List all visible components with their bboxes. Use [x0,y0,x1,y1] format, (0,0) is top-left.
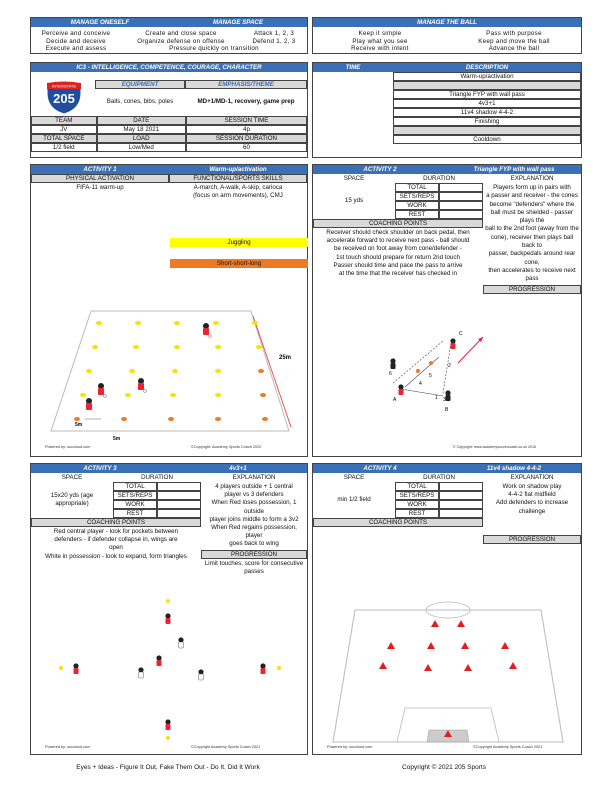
cone [125,393,131,397]
date-label: DATE [97,116,186,125]
cone [174,321,180,325]
activity-4-name: 11v4 shadow 4-4-2 [486,465,542,472]
sets-reps-label: SETS/REPS [395,192,439,201]
top-manage-panel-left [30,17,308,54]
coaching-line: accelerate forward to receive next pass - ball should [326,237,470,245]
explanation-line: become "defenders" where the [489,200,575,208]
explanation-line: player joins middle to form a 3v2 [209,515,299,523]
activity-2-name: Triangle FYP with wall pass [473,166,555,173]
cone [121,417,127,421]
coaching-line: 1st touch should prepare for return 2nd touch [336,253,460,261]
coaching-line: Red central player - look for pockets between [53,528,179,535]
powered-by: Powered by: soccloud.com [45,445,91,449]
explanation-line: 4-4-2 flat midfield [508,491,556,499]
space-label: SPACE [343,474,365,481]
progression-line: Limit touches, score for consecutive [204,559,304,567]
explanation-line: Players form up in pairs with [493,184,571,191]
activity-3-header [31,464,307,473]
cone [96,321,102,325]
label-4: 4 [419,381,422,387]
cone [92,345,98,349]
team-value: JV [31,125,97,134]
total-space-value: 1/2 field [31,143,97,152]
equipment-value: Balls, cones, bibs, poles [106,98,174,105]
explanation-label: EXPLANATION [232,474,276,481]
space-line: appropriate) [55,500,89,507]
date-value: May 18 2021 [97,125,186,134]
explanation-line: a passer and receiver - the cones [486,192,578,200]
progression-label: PROGRESSION [201,550,307,559]
defender [178,637,183,648]
player [73,663,78,674]
schedule-header [313,63,581,72]
run-arrow [458,337,483,363]
label-5: 5 [429,373,432,379]
cone [215,345,221,349]
total-space-label: TOTAL SPACE [31,134,97,143]
page-footer [30,763,582,773]
manage-oneself-heading: MANAGE ONESELF [70,19,130,26]
duration-label: DURATION [141,474,173,481]
oneself-line: Perceive and conceive [41,30,111,37]
schedule-row: 11v4 shadow 4-4-2 [393,108,581,117]
cone [80,393,86,397]
label-1: 1 [435,395,438,401]
cone [215,369,221,373]
player [260,663,265,674]
session-info-panel [30,62,308,158]
skills-line: A-march, A-walk, A-skip, carioca [193,184,283,191]
cone [213,321,219,325]
cone [416,369,420,373]
cone [215,417,221,421]
schedule-row: Triangle FYP with wall pass [393,90,581,99]
cone [260,393,266,397]
activity-4-diagram [323,596,573,751]
coaching-line: Passer should time and pace the pass to arrive [333,261,463,269]
emphasis-label: EMPHASIS/THEME [185,80,307,89]
label-6: 6 [389,371,392,377]
explanation-line: player vs 3 defenders [224,491,284,499]
cone [262,417,268,421]
dim-25m: 25m [279,355,292,361]
logo-small-text: INTERSTATE [51,83,77,89]
interstate-logo [31,80,95,116]
activity-2-header [313,165,581,174]
cone [135,321,141,325]
work-label: WORK [395,500,439,509]
space-line: 15x20 yds (age [50,492,94,499]
pass-line [393,341,443,383]
cone [215,393,221,397]
powered-by: Powered by: soccloud.com [327,745,373,749]
sets-reps-label: SETS/REPS [395,491,439,500]
cone [256,345,262,349]
explanation-line: Work on shadow play [502,483,562,490]
schedule-row: 4v3+1 [393,99,581,108]
emphasis-value: MD+1/MD-1, recovery, game prep [197,98,295,105]
ball-line: Keep and move the ball [478,37,550,45]
rest-label: REST [395,210,439,219]
ball-line: Keep it simple [358,30,402,37]
logo-number: 205 [53,91,75,106]
rest-label: REST [113,509,157,518]
load-label: LOAD [97,134,186,143]
progression-line: passes [244,567,264,575]
space-line: Create and close space [145,30,217,37]
player [86,398,92,410]
total-label: TOTAL [113,482,157,491]
explanation-label: EXPLANATION [510,474,554,481]
cone [166,736,170,740]
activity-1-title: ACTIVITY 1 [83,166,117,173]
explanation-label: EXPLANATION [510,175,554,182]
progression-label: PROGRESSION [483,285,581,294]
activity-2-title: ACTIVITY 2 [363,166,397,173]
explanation-line: When Red loses possession, 1 outside [211,499,297,515]
label-3: 3 [443,397,446,403]
cone [133,345,139,349]
session-time-label: SESSION TIME [186,116,307,125]
space-line: Attack 1, 2, 3 [253,30,295,37]
interstate-shield-icon [44,81,84,115]
copyright-note: ©Copyright Academy Sports Coach 2021 [191,745,261,749]
activity-3-panel [30,463,308,755]
physical-activation-label: PHYSICAL ACTIVATION [31,174,169,183]
manage-space-heading: MANAGE SPACE [212,19,264,26]
space-line: Defend 1, 2, 3 [252,37,296,45]
cone [252,321,258,325]
schedule-row: Finishing [393,117,581,126]
label-2: 2 [448,363,451,369]
explanation-line: 4 players outside + 1 central [215,483,293,490]
defender [198,669,203,680]
session-time-value: 4p [186,125,307,134]
load-value: Low/Med [97,143,186,152]
coaching-line: at the time that the receiver has checked in [339,270,457,278]
progression-label: PROGRESSION [483,535,581,544]
work-label: WORK [113,500,157,509]
explanation-line: ball to the 2nd foot (away from the [485,225,579,233]
coaching-points-label: COACHING POINTS [313,518,483,527]
explanation-line: passer, backpedals around rear cone, [488,250,576,266]
schedule-row [393,126,581,135]
cone [86,369,92,373]
juggling-bar: Juggling [170,238,308,247]
schedule-row [393,81,581,90]
coaching-points-label: COACHING POINTS [31,518,201,527]
ic3-banner: IC3 - INTELLIGENCE, COMPETENCE, COURAGE, CHARACTER [31,63,307,72]
total-label: TOTAL [395,482,439,491]
coaching-line: defenders - if defender collapse in, wings are [54,536,178,544]
powered-by: Powered by: soccloud.com [45,745,91,749]
duration-label: DURATION [423,474,455,481]
sets-reps-label: SETS/REPS [113,491,157,500]
player [165,613,170,624]
player [390,358,395,369]
activity-3-name: 4v3+1 [229,465,247,472]
dim-5m-a: 5m [75,422,83,428]
explanation-line: goes back to wing [229,540,279,548]
cone [174,345,180,349]
space-label: SPACE [61,474,83,481]
description-heading: DESCRIPTION [465,64,509,71]
cone [168,417,174,421]
cone [429,361,433,365]
activity-3-title: ACTIVITY 3 [83,465,117,472]
coaching-line: open [109,544,123,552]
session-duration-label: SESSION DURATION [186,134,307,143]
activity-1-name: Warm-up/activation [209,166,267,173]
manage-ball-heading: MANAGE THE BALL [313,18,581,27]
coaching-line: Receiver should check shoulder on back pedal, then [326,229,470,236]
duration-label: DURATION [423,175,455,182]
functional-skills-label: FUNCTIONAL/SPORTS SKILLS [169,174,307,183]
rest-label: REST [395,509,439,518]
copyright-note: © Copyright: www.academysoccercoach.co.uk 2016 [453,445,536,449]
activity-2-panel [312,164,582,457]
footer-motto: Eyes + Ideas - Figure It Out, Fake Them Out - Do It, Did It Work [76,764,260,771]
activity-3-diagram [41,596,299,751]
label-a: A [393,397,397,403]
schedule-panel [312,62,582,158]
copyright-note: ©Copyright Academy Sports Coach 2021 [473,745,543,749]
schedule-row: Warm-up/activation [393,72,581,81]
space-label: SPACE [343,175,365,182]
label-b: B [445,407,449,413]
explanation-line: cone), receiver then plays ball back to [490,233,574,250]
pitch [333,610,563,742]
top-manage-panel-right [312,17,582,54]
footer-copyright: Copyright © 2021 205 Sports [402,764,486,771]
player [165,719,170,730]
time-heading: TIME [345,64,361,71]
explanation-line: When Red regains possession, player [211,524,297,540]
explanation-line: then accelerates to receive next pass [488,266,576,283]
cone [170,393,176,397]
skills-line: (focus on arm movements), CMJ [193,192,283,199]
physical-activation-value: FIFA-11 warm-up [76,184,124,191]
work-label: WORK [395,201,439,210]
session-duration-value: 60 [186,143,307,152]
defender [138,667,143,678]
ball-line: Play what you see [352,37,408,45]
copyright-note: ©Copyright: Academy Sports Coach 2020 [191,445,262,449]
equipment-label: EQUIPMENT [95,80,185,89]
coaching-line: be received on foot away from cone/defender - [334,245,462,253]
ball-line: Advance the ball [488,45,540,52]
player [398,384,403,395]
oneself-line: Decide and deceive [46,37,106,45]
activity-1-diagram [41,301,299,451]
player [445,390,450,401]
space-line: Organize defense on offense [137,37,225,45]
cone [166,599,170,603]
label-c: C [459,331,463,337]
top-manage-header-left [31,18,307,27]
explanation-line: challenge [518,507,546,515]
team-label: TEAM [31,116,97,125]
coaching-line: White in possession - look to expand, form triangles [45,552,187,560]
ball-line: Pass with purpose [486,30,542,37]
space-value: min 1/2 field [337,496,371,503]
ball-line: Receive with intent [351,45,409,52]
coaching-points-label: COACHING POINTS [313,219,483,228]
activity-2-diagram [323,301,573,451]
activity-4-title: ACTIVITY 4 [363,465,397,472]
pass-line [405,357,439,387]
schedule-row: Cooldown [393,135,581,144]
cone [172,369,178,373]
activity-4-panel [312,463,582,755]
oneself-line: Execute and assess [45,45,107,52]
activity-1-header [31,165,307,174]
cone [129,369,135,373]
cone [277,666,281,670]
cone [74,417,80,421]
cone [258,369,264,373]
space-value: 15 yds [344,197,364,204]
activity-4-header [313,464,581,473]
short-short-long-bar: Short-short-long [170,259,308,268]
explanation-line: Add defenders to increase [495,499,569,507]
space-line: Pressure quickly on transition [169,45,259,52]
total-label: TOTAL [395,183,439,192]
activity-1-panel [30,164,308,457]
dim-5m-b: 5m [113,436,121,442]
player [156,655,161,666]
player [450,338,455,349]
explanation-line: ball must be shielded - passer plays the [490,208,574,225]
cone [59,666,63,670]
